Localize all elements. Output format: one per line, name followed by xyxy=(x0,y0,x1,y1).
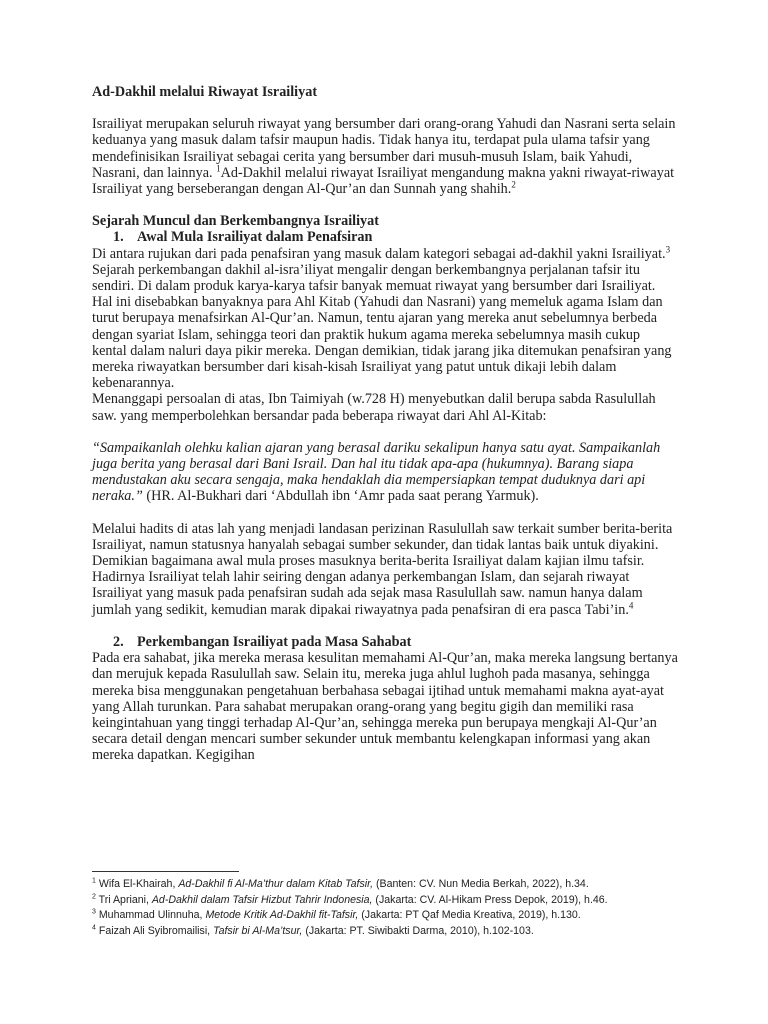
paragraph-2: Sejarah perkembangan dakhil al-isra’iliyat mengalir dengan berkembangnya perjalanan tafsir itu sendiri. Di dalam produk karya-karya tafsir banyak memuat riwayat yang bersumber dari Israiliyat. Hal ini disebabkan banyaknya para Ahl Kitab (Yahudi dan Nasrani) yang memeluk agama Islam dan turut berupaya menafsirkan Al-Qur’an. Namun, tentu ajaran yang mereka anut sebelumnya berbeda dengan syariat Islam, sehingga teori dan praktik hukum agama mereka sebelumnya masih cukup kental dalam naluri daya pikir mereka. Dengan demikian, tidak jarang jika ditemukan penafsiran yang mereka riwayatkan bersumber dari kisah-kisah Israiliyat yang patut untuk dikaji lebih dalam kebenarannya. xyxy=(92,261,672,392)
footnote-2 xyxy=(92,893,692,909)
footnote-number: 4 xyxy=(92,923,96,931)
footnote-publication: (Banten: CV. Nun Media Berkah, 2022), h.34. xyxy=(373,878,589,890)
spacer xyxy=(92,505,678,521)
subheading-2-number: 2. xyxy=(113,633,124,650)
paragraph-3: Menanggapi persoalan di atas, Ibn Taimiyah (w.728 H) menyebutkan dalil berupa sabda Rasulullah saw. yang memperbolehkan bersandar pada beberapa riwayat dari Ahl Al-Kitab: xyxy=(92,391,656,424)
spacer xyxy=(92,618,678,634)
footnote-number: 1 xyxy=(92,877,96,885)
document-title: Ad-Dakhil melalui Riwayat Israiliyat xyxy=(92,84,318,100)
footnote-ref-1[interactable]: 1 xyxy=(216,163,221,174)
footnote-separator xyxy=(92,871,239,872)
footnote-title: Metode Kritik Ad-Dakhil fit-Tafsir, xyxy=(205,909,359,921)
hadith-quote xyxy=(92,440,678,505)
subheading-2-label: Perkembangan Israiliyat pada Masa Sahabat xyxy=(137,633,412,650)
intro-text-2: Ad-Dakhil melalui riwayat Israiliyat mengandung makna yakni riwayat-riwayat Israiliyat yang berseberangan dengan Al-Qur’an dan Sunnah yang shahih. xyxy=(92,164,675,198)
footnote-author: Tri Apriani, xyxy=(98,893,152,906)
footnote-ref-3[interactable]: 3 xyxy=(665,243,671,254)
paragraph-1-text: Di antara rujukan dari pada penafsiran yang masuk dalam kategori sebagai ad-dakhil yakni Israiliyat. xyxy=(92,245,666,262)
subheading-1 xyxy=(92,229,678,245)
section-heading: Sejarah Muncul dan Berkembangnya Israiliyat xyxy=(92,213,379,230)
footnote-title: Ad-Dakhil dalam Tafsir Hizbut Tahrir Indonesia, xyxy=(151,893,373,906)
spacer xyxy=(92,100,678,116)
document-body xyxy=(92,84,678,764)
footnote-publication: (Jakarta: PT. Siwibakti Darma, 2010), h.102-103. xyxy=(302,924,534,937)
footnote-author: Wifa El-Khairah, xyxy=(98,878,179,890)
hadith-quote-text: “Sampaikanlah olehku kalian ajaran yang berasal dariku sekalipun hanya satu ayat. Sampaikanlah juga berita yang berasal dari Bani Israil. Dan hal itu tidak apa-apa (hukumnya). Barang siapa mendustakan aku secara sengaja, maka hendaklah dia mempersiapkan tempat duduknya dari api neraka.” xyxy=(92,439,661,505)
spacer xyxy=(92,197,678,213)
footnote-title: Ad-Dakhil fi Al-Ma’thur dalam Kitab Tafsir, xyxy=(178,878,374,890)
footnotes xyxy=(92,877,692,939)
footnote-ref-4[interactable]: 4 xyxy=(628,599,634,610)
footnote-number: 2 xyxy=(92,892,96,900)
spacer xyxy=(92,424,678,440)
subheading-2 xyxy=(92,634,678,650)
footnote-ref-2[interactable]: 2 xyxy=(511,179,516,190)
footnote-publication: (Jakarta: CV. Al-Hikam Press Depok, 2019), h.46. xyxy=(372,893,608,906)
footnote-number: 3 xyxy=(92,908,96,916)
footnote-author: Muhammad Ulinnuha, xyxy=(98,909,206,921)
paragraph-4 xyxy=(92,521,678,618)
footnote-title: Tafsir bi Al-Ma’tsur, xyxy=(213,924,303,937)
footnote-author: Faizah Ali Syibromailisi, xyxy=(98,924,214,937)
footnote-4 xyxy=(92,924,692,940)
paragraph-5: Pada era sahabat, jika mereka merasa kesulitan memahami Al-Qur’an, maka mereka langsung bertanya dan merujuk kepada Rasulullah saw. Selain itu, mereka juga ahlul lughoh pada masanya, sehingga mereka bisa menggunakan pengetahuan berbahasa sebagai ijtihad untuk memahami makna ayat-ayat yang Allah turunkan. Para sahabat merupakan orang-orang yang begitu gigih dan memiliki rasa keingintahuan yang tinggi terhadap Al-Qur’an, sehingga mereka pun berupaya mengkaji Al-Qur’an secara detail dengan mencari sumber sekunder untuk membantu kelengkapan informasi yang akan mereka dapatkan. Kegigihan xyxy=(92,650,678,764)
subheading-1-label: Awal Mula Israiliyat dalam Penafsiran xyxy=(137,229,373,246)
intro-paragraph xyxy=(92,116,678,197)
paragraph-4-text: Melalui hadits di atas lah yang menjadi landasan perizinan Rasulullah saw terkait sumber berita-berita Israiliyat, namun statusnya hanyalah sebagai sumber sekunder, dan tidak lantas baik untuk diyakini. Demikian bagaimana awal mula proses masuknya berita-berita Israiliyat dalam kajian ilmu tafsir. Hadirnya Israiliyat telah lahir seiring dengan adanya perkembangan Islam, dan sejarah riwayat Israiliyat yang masuk pada penafsiran sudah ada sejak masa Rasulullah saw. namun hanya dalam jumlah yang sedikit, kemudian marak dipakai riwayatnya pada penafsiran di era pasca Tabi’in. xyxy=(92,520,673,618)
footnote-1 xyxy=(92,877,692,893)
intro-text-1: Israiliyat merupakan seluruh riwayat yang bersumber dari orang-orang Yahudi dan Nasrani serta selain keduanya yang masuk dalam tafsir maupun hadis. Tidak hanya itu, terdapat pula ulama tafsir yang mendefinisikan Israiliyat sebagai cerita yang bersumber dari musuh-musuh Islam, baik Yahudi, Nasrani, dan lainnya. xyxy=(92,116,676,181)
footnote-3 xyxy=(92,908,692,924)
paragraph-1 xyxy=(92,243,678,262)
hadith-quote-source: (HR. Al-Bukhari dari ‘Abdullah ibn ‘Amr pada saat perang Yarmuk). xyxy=(142,488,539,505)
subheading-1-number: 1. xyxy=(113,229,124,246)
footnote-publication: (Jakarta: PT Qaf Media Kreativa, 2019), h.130. xyxy=(358,909,581,921)
